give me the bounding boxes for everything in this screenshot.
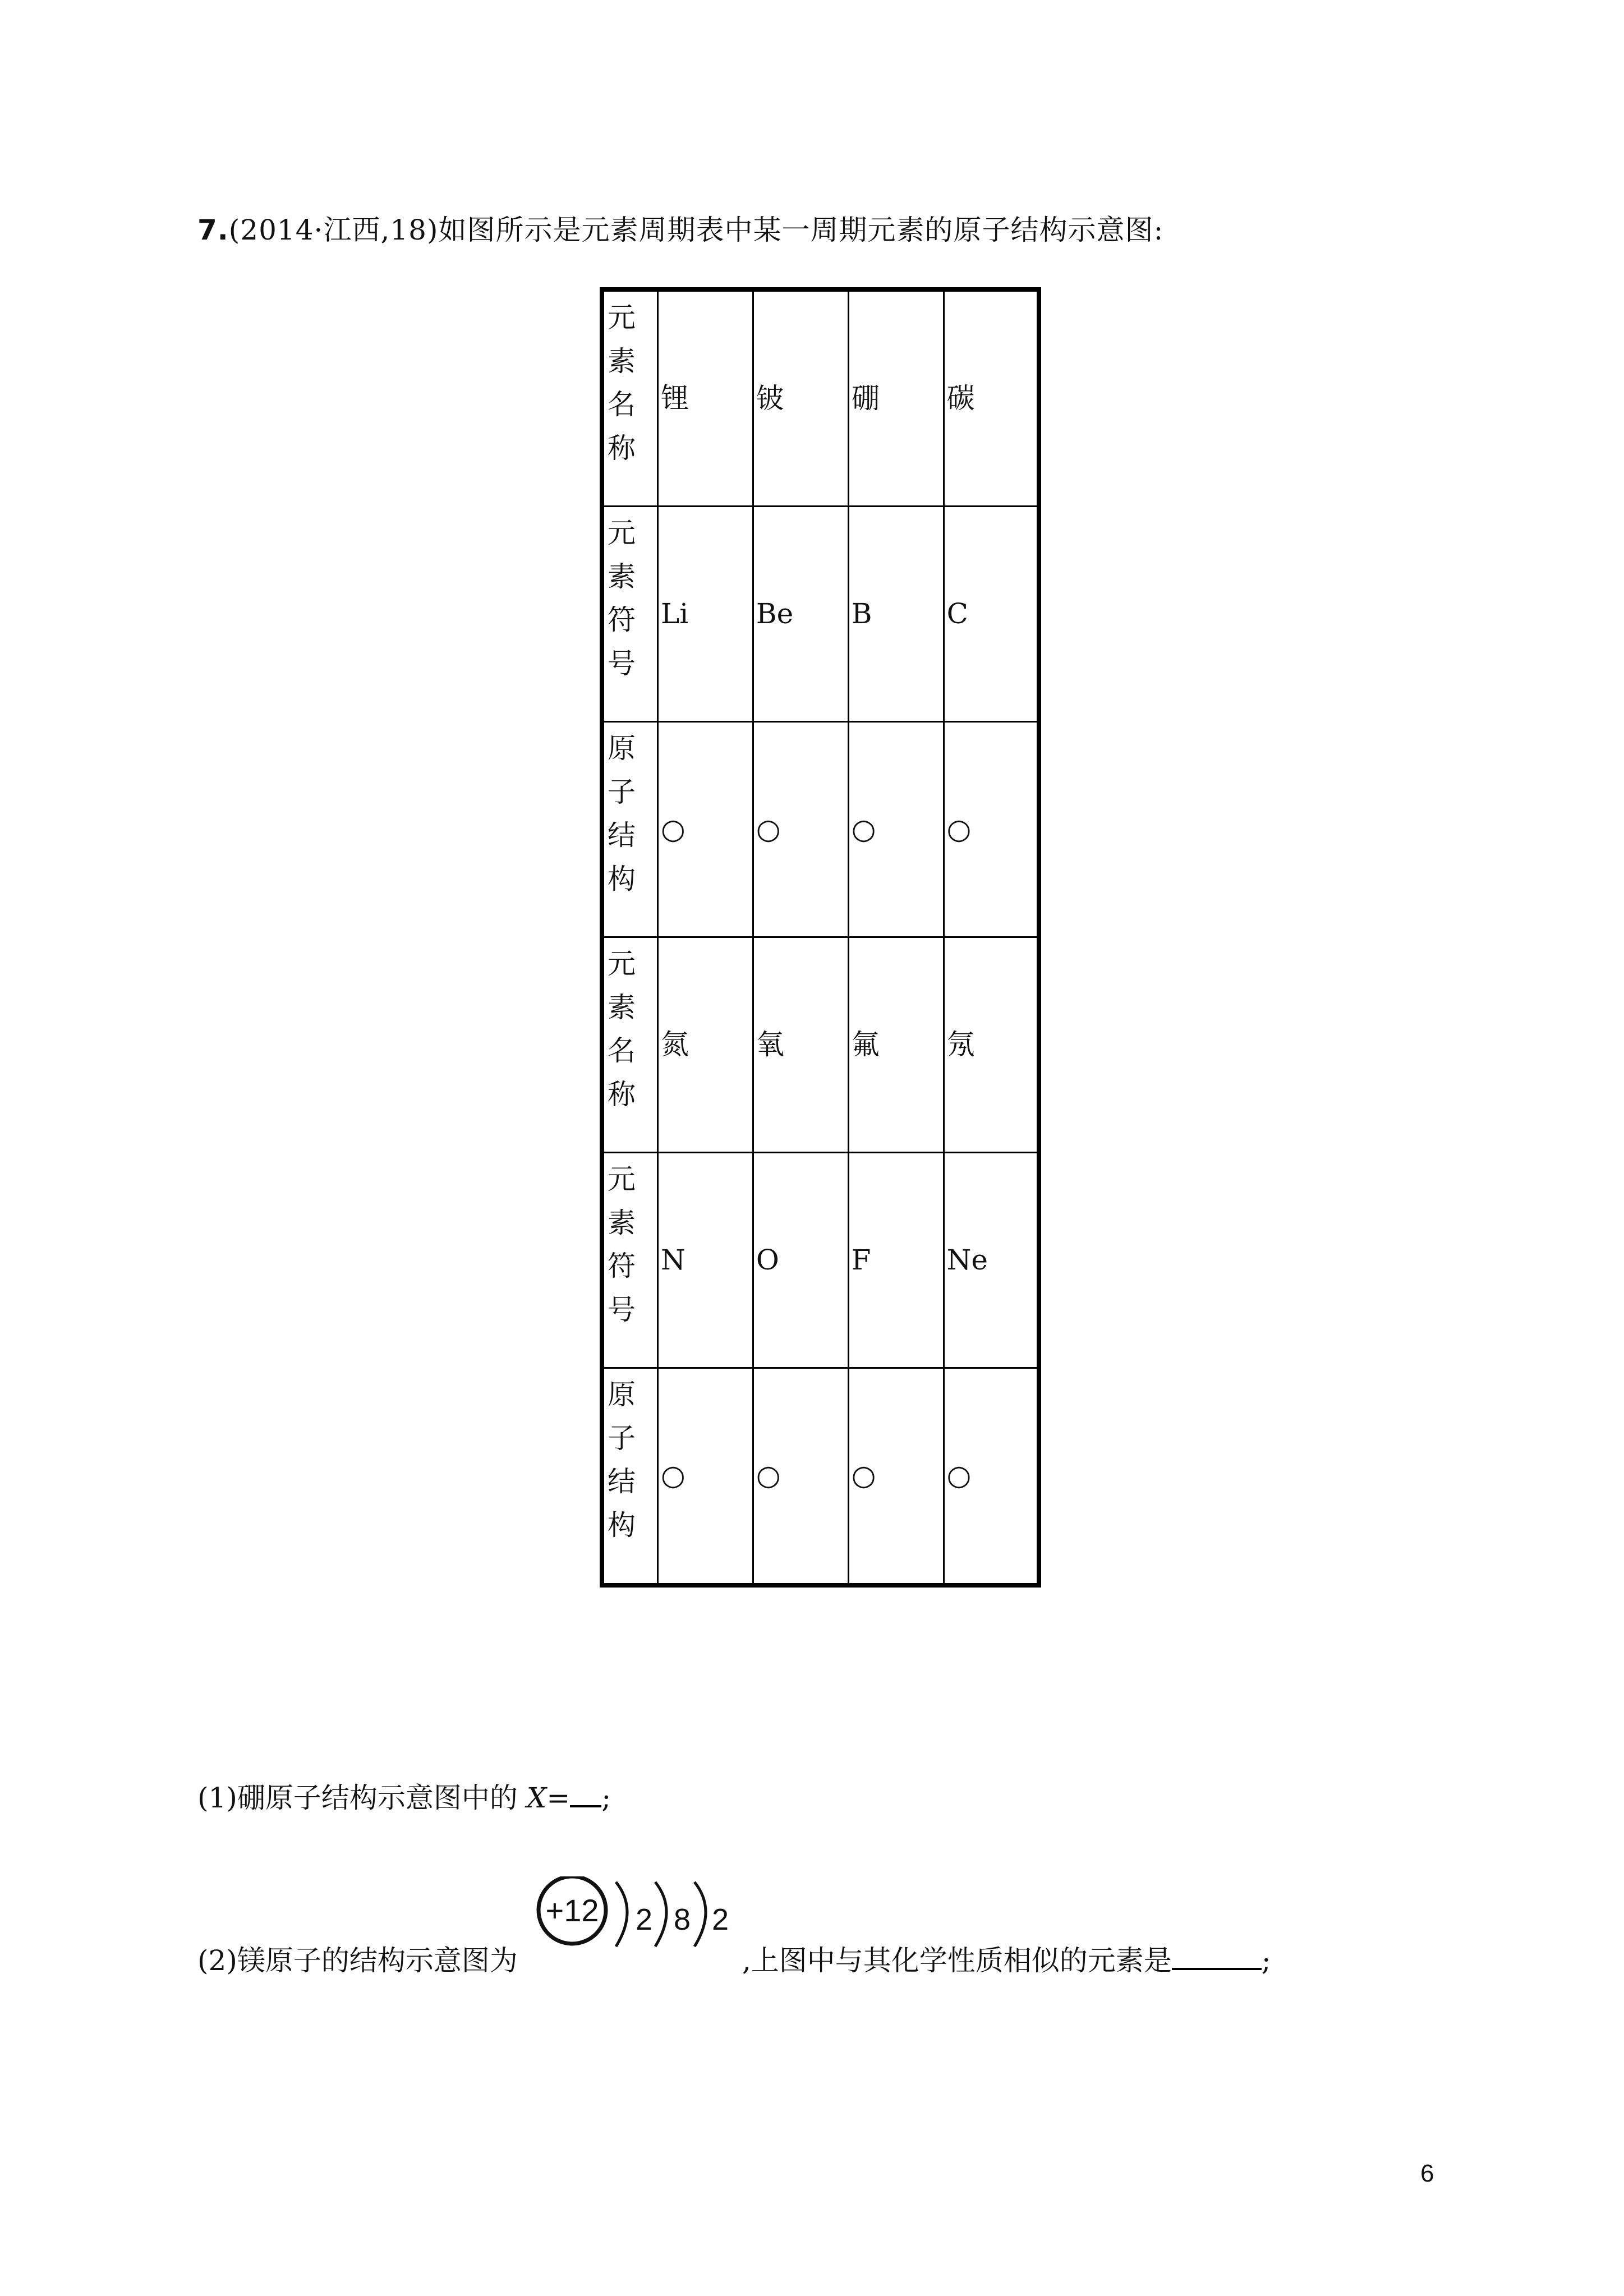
table-cell	[944, 1368, 1039, 1585]
table-cell	[658, 937, 753, 1153]
table-cell	[944, 1153, 1039, 1368]
table-cell	[848, 1368, 944, 1585]
table-cell	[848, 507, 944, 722]
answer-blank-1[interactable]	[570, 1779, 601, 1807]
shell-arc-3	[694, 1882, 706, 1947]
cell-text: 氟	[851, 1028, 880, 1061]
table-row	[602, 937, 1039, 1153]
table-cell	[944, 722, 1039, 937]
question-number: 7.	[197, 214, 229, 246]
answer-blank-2[interactable]	[1172, 1942, 1262, 1970]
sq2-prefix: (2)镁原子的结构示意图为	[197, 1944, 518, 1977]
table-cell	[944, 507, 1039, 722]
cell-text: Ne	[946, 1244, 988, 1277]
atom-structure-placeholder: ○	[756, 813, 781, 846]
cell-text: B	[851, 597, 872, 631]
shell-electrons-3: 2	[711, 1903, 729, 1936]
sq1-suffix: ;	[601, 1782, 611, 1814]
cell-text: Li	[661, 597, 689, 631]
cell-text: 氮	[661, 1028, 689, 1061]
atom-structure-placeholder: ○	[851, 1459, 876, 1492]
cell-text: 碳	[946, 381, 975, 415]
row-header-text: 原子结构	[608, 732, 636, 895]
cell-text: 氧	[756, 1028, 784, 1061]
table-row	[602, 722, 1039, 937]
atom-structure-placeholder: ○	[851, 813, 876, 846]
atom-structure-placeholder: ○	[946, 1459, 972, 1492]
table-cell	[753, 507, 848, 722]
row-header-text: 原子结构	[608, 1378, 636, 1542]
table-row	[602, 289, 1039, 507]
row-header-text: 元素符号	[608, 1163, 636, 1326]
table-cell	[658, 289, 753, 507]
shell-arc-2	[655, 1882, 666, 1947]
cell-text: N	[661, 1244, 686, 1277]
row-header	[602, 937, 658, 1153]
question-text: (2014·江西,18)如图所示是元素周期表中某一周期元素的原子结构示意图:	[228, 214, 1164, 246]
table-cell	[658, 1368, 753, 1585]
table-cell	[658, 1153, 753, 1368]
sq2-end: ;	[1261, 1944, 1271, 1977]
table-cell	[848, 1153, 944, 1368]
atom-structure-placeholder: ○	[756, 1459, 781, 1492]
table-cell	[848, 937, 944, 1153]
sub-question-1	[197, 1775, 611, 1816]
table-cell	[848, 289, 944, 507]
table-cell	[753, 1368, 848, 1585]
table-row	[602, 507, 1039, 722]
sub-question-2	[197, 1938, 1271, 1978]
row-header-text: 元素名称	[608, 947, 636, 1111]
row-header-text: 元素符号	[608, 517, 636, 680]
row-header-text: 元素名称	[608, 301, 636, 464]
sq2-suffix: ,上图中与其化学性质相似的元素是	[742, 1944, 1172, 1977]
table-cell	[753, 722, 848, 937]
sq1-prefix: (1)硼原子结构示意图中的	[197, 1782, 518, 1814]
cell-text: O	[756, 1244, 779, 1277]
cell-text: 锂	[661, 381, 689, 415]
row-header	[602, 507, 658, 722]
atom-structure-placeholder: ○	[661, 1459, 686, 1492]
table-row	[602, 1153, 1039, 1368]
row-header	[602, 1368, 658, 1585]
nucleus-charge: +12	[545, 1893, 599, 1928]
shell-arc-1	[616, 1882, 627, 1947]
table-cell	[944, 289, 1039, 507]
table-cell	[753, 937, 848, 1153]
cell-text: 氖	[946, 1028, 975, 1061]
row-header	[602, 289, 658, 507]
table-row	[602, 1368, 1039, 1585]
page-number: 6	[1420, 2160, 1434, 2187]
shell-electrons-1: 2	[635, 1903, 653, 1936]
row-header	[602, 722, 658, 937]
shell-electrons-2: 8	[673, 1903, 691, 1936]
sq1-variable: X	[526, 1782, 547, 1814]
atom-structure-placeholder: ○	[946, 813, 972, 846]
cell-text: C	[946, 597, 968, 631]
table-cell	[658, 722, 753, 937]
table-cell	[848, 722, 944, 937]
element-table	[600, 287, 1041, 1588]
cell-text: F	[851, 1244, 871, 1277]
table-cell	[753, 1153, 848, 1368]
table-cell	[753, 289, 848, 507]
atom-structure-placeholder: ○	[661, 813, 686, 846]
question-7-title	[197, 208, 1163, 248]
cell-text: 铍	[756, 381, 784, 415]
cell-text: Be	[756, 597, 794, 631]
sq1-equals: =	[546, 1782, 571, 1814]
table-cell	[944, 937, 1039, 1153]
table-cell	[658, 507, 753, 722]
row-header	[602, 1153, 658, 1368]
cell-text: 硼	[851, 381, 880, 415]
